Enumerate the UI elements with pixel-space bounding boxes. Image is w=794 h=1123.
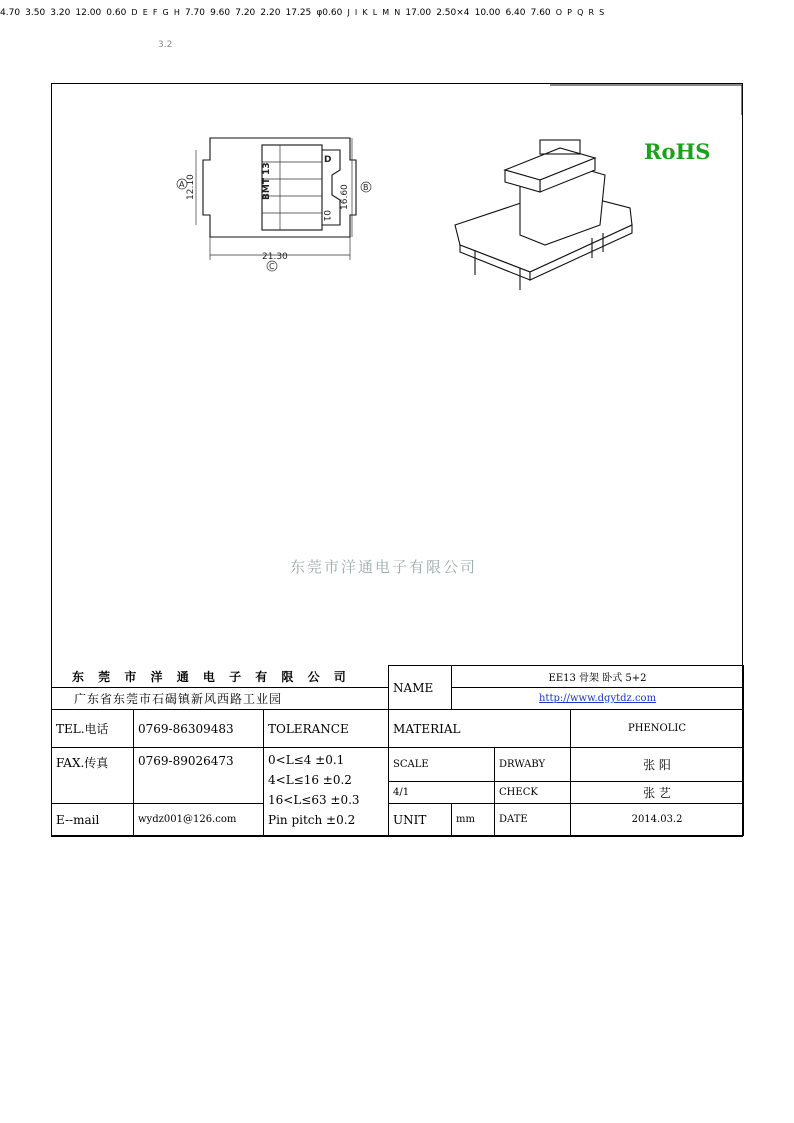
material-value: PHENOLIC bbox=[571, 710, 744, 748]
company-address: 广东省东莞市石碣镇新风西路工业园 bbox=[52, 688, 389, 710]
unit-label: UNIT bbox=[389, 804, 452, 836]
name-label: NAME bbox=[389, 666, 452, 710]
balloon-i: I bbox=[354, 8, 358, 17]
dim-4-70: 4.70 bbox=[0, 8, 21, 18]
balloon-l: L bbox=[372, 8, 378, 17]
tolerance-row: Pin pitch ±0.2 bbox=[268, 813, 356, 827]
drwaby-value: 张 阳 bbox=[571, 748, 744, 782]
dim-12-00: 12.00 bbox=[75, 8, 102, 18]
frame-corner-mark bbox=[550, 85, 742, 115]
date-value: 2014.03.2 bbox=[571, 804, 744, 836]
website-cell bbox=[452, 688, 744, 710]
date-label: DATE bbox=[495, 804, 571, 836]
company-name: 东 莞 市 洋 通 电 子 有 限 公 司 bbox=[52, 666, 389, 688]
dim-12-10: 12.10 bbox=[186, 174, 196, 200]
tel-value: 0769-86309483 bbox=[134, 710, 264, 748]
title-block bbox=[51, 665, 744, 836]
dim-17-25: 17.25 bbox=[285, 8, 312, 18]
balloon-a: A bbox=[179, 180, 185, 189]
dim-7-20: 7.20 bbox=[235, 8, 256, 18]
tolerance-row: 16<L≤63 ±0.3 bbox=[268, 793, 360, 807]
tolerance-label: TOLERANCE bbox=[264, 710, 389, 748]
tel-label: TEL.电话 bbox=[52, 710, 134, 748]
balloon-j: J bbox=[347, 8, 350, 17]
dim-3-50: 3.50 bbox=[25, 8, 46, 18]
balloon-c: C bbox=[269, 262, 275, 271]
balloon-p: P bbox=[567, 8, 572, 17]
corner-note: 3.2 bbox=[158, 40, 173, 50]
top-view bbox=[177, 138, 371, 271]
fax-value: 0769-89026473 bbox=[134, 748, 264, 804]
scale-value: 4/1 bbox=[389, 782, 495, 804]
dim-phi-0-60: φ0.60 bbox=[316, 8, 343, 18]
balloon-k: K bbox=[362, 8, 368, 17]
balloon-o: O bbox=[555, 8, 563, 17]
check-value: 张 艺 bbox=[571, 782, 744, 804]
drwaby-label: DRWABY bbox=[495, 748, 571, 782]
website-link[interactable]: http://www.dgytdz.com bbox=[538, 693, 657, 704]
dim-6-40: 6.40 bbox=[505, 8, 526, 18]
check-label: CHECK bbox=[495, 782, 571, 804]
balloon-r: R bbox=[588, 8, 595, 17]
isometric-view-top bbox=[455, 140, 632, 290]
balloon-b: B bbox=[363, 183, 369, 192]
balloon-d: D bbox=[131, 8, 138, 17]
dim-21-30: 21.30 bbox=[262, 252, 288, 262]
email-label: E--mail bbox=[52, 804, 134, 836]
scale-label: SCALE bbox=[389, 748, 495, 782]
dim-7-70: 7.70 bbox=[184, 8, 205, 18]
tolerance-row: 0<L≤4 ±0.1 bbox=[268, 753, 345, 767]
part-label-bmt13: BMT 13 bbox=[262, 162, 272, 200]
balloon-e: E bbox=[142, 8, 148, 17]
balloon-m: M bbox=[382, 8, 390, 17]
dim-9-60: 9.60 bbox=[210, 8, 231, 18]
dim-16-60: 16.60 bbox=[340, 184, 350, 210]
balloon-g: G bbox=[162, 8, 169, 17]
dim-10-00: 10.00 bbox=[474, 8, 501, 18]
tolerance-list bbox=[264, 748, 389, 836]
balloon-n: N bbox=[394, 8, 401, 17]
part-label-d: D bbox=[324, 155, 332, 165]
unit-value: mm bbox=[452, 804, 495, 836]
balloon-h: H bbox=[173, 8, 180, 17]
fax-label: FAX.传真 bbox=[52, 748, 134, 804]
watermark: 东莞市洋通电子有限公司 bbox=[290, 558, 478, 576]
balloon-q: Q bbox=[577, 8, 584, 17]
dim-0-60: 0.60 bbox=[106, 8, 127, 18]
balloon-s: S bbox=[599, 8, 605, 17]
dim-7-60: 7.60 bbox=[530, 8, 551, 18]
email-value[interactable]: wydz001@126.com bbox=[134, 804, 264, 836]
material-label: MATERIAL bbox=[389, 710, 571, 748]
dim-17-00: 17.00 bbox=[405, 8, 432, 18]
dim-3-20: 3.20 bbox=[50, 8, 71, 18]
part-label-01: 01 bbox=[321, 210, 331, 222]
rohs-mark: RoHS bbox=[644, 139, 711, 164]
name-value: EE13 骨架 卧式 5+2 bbox=[452, 666, 744, 688]
dim-2-20: 2.20 bbox=[260, 8, 281, 18]
dim-2-50x4: 2.50×4 bbox=[436, 8, 470, 18]
balloon-f: F bbox=[152, 8, 158, 17]
tolerance-row: 4<L≤16 ±0.2 bbox=[268, 773, 352, 787]
